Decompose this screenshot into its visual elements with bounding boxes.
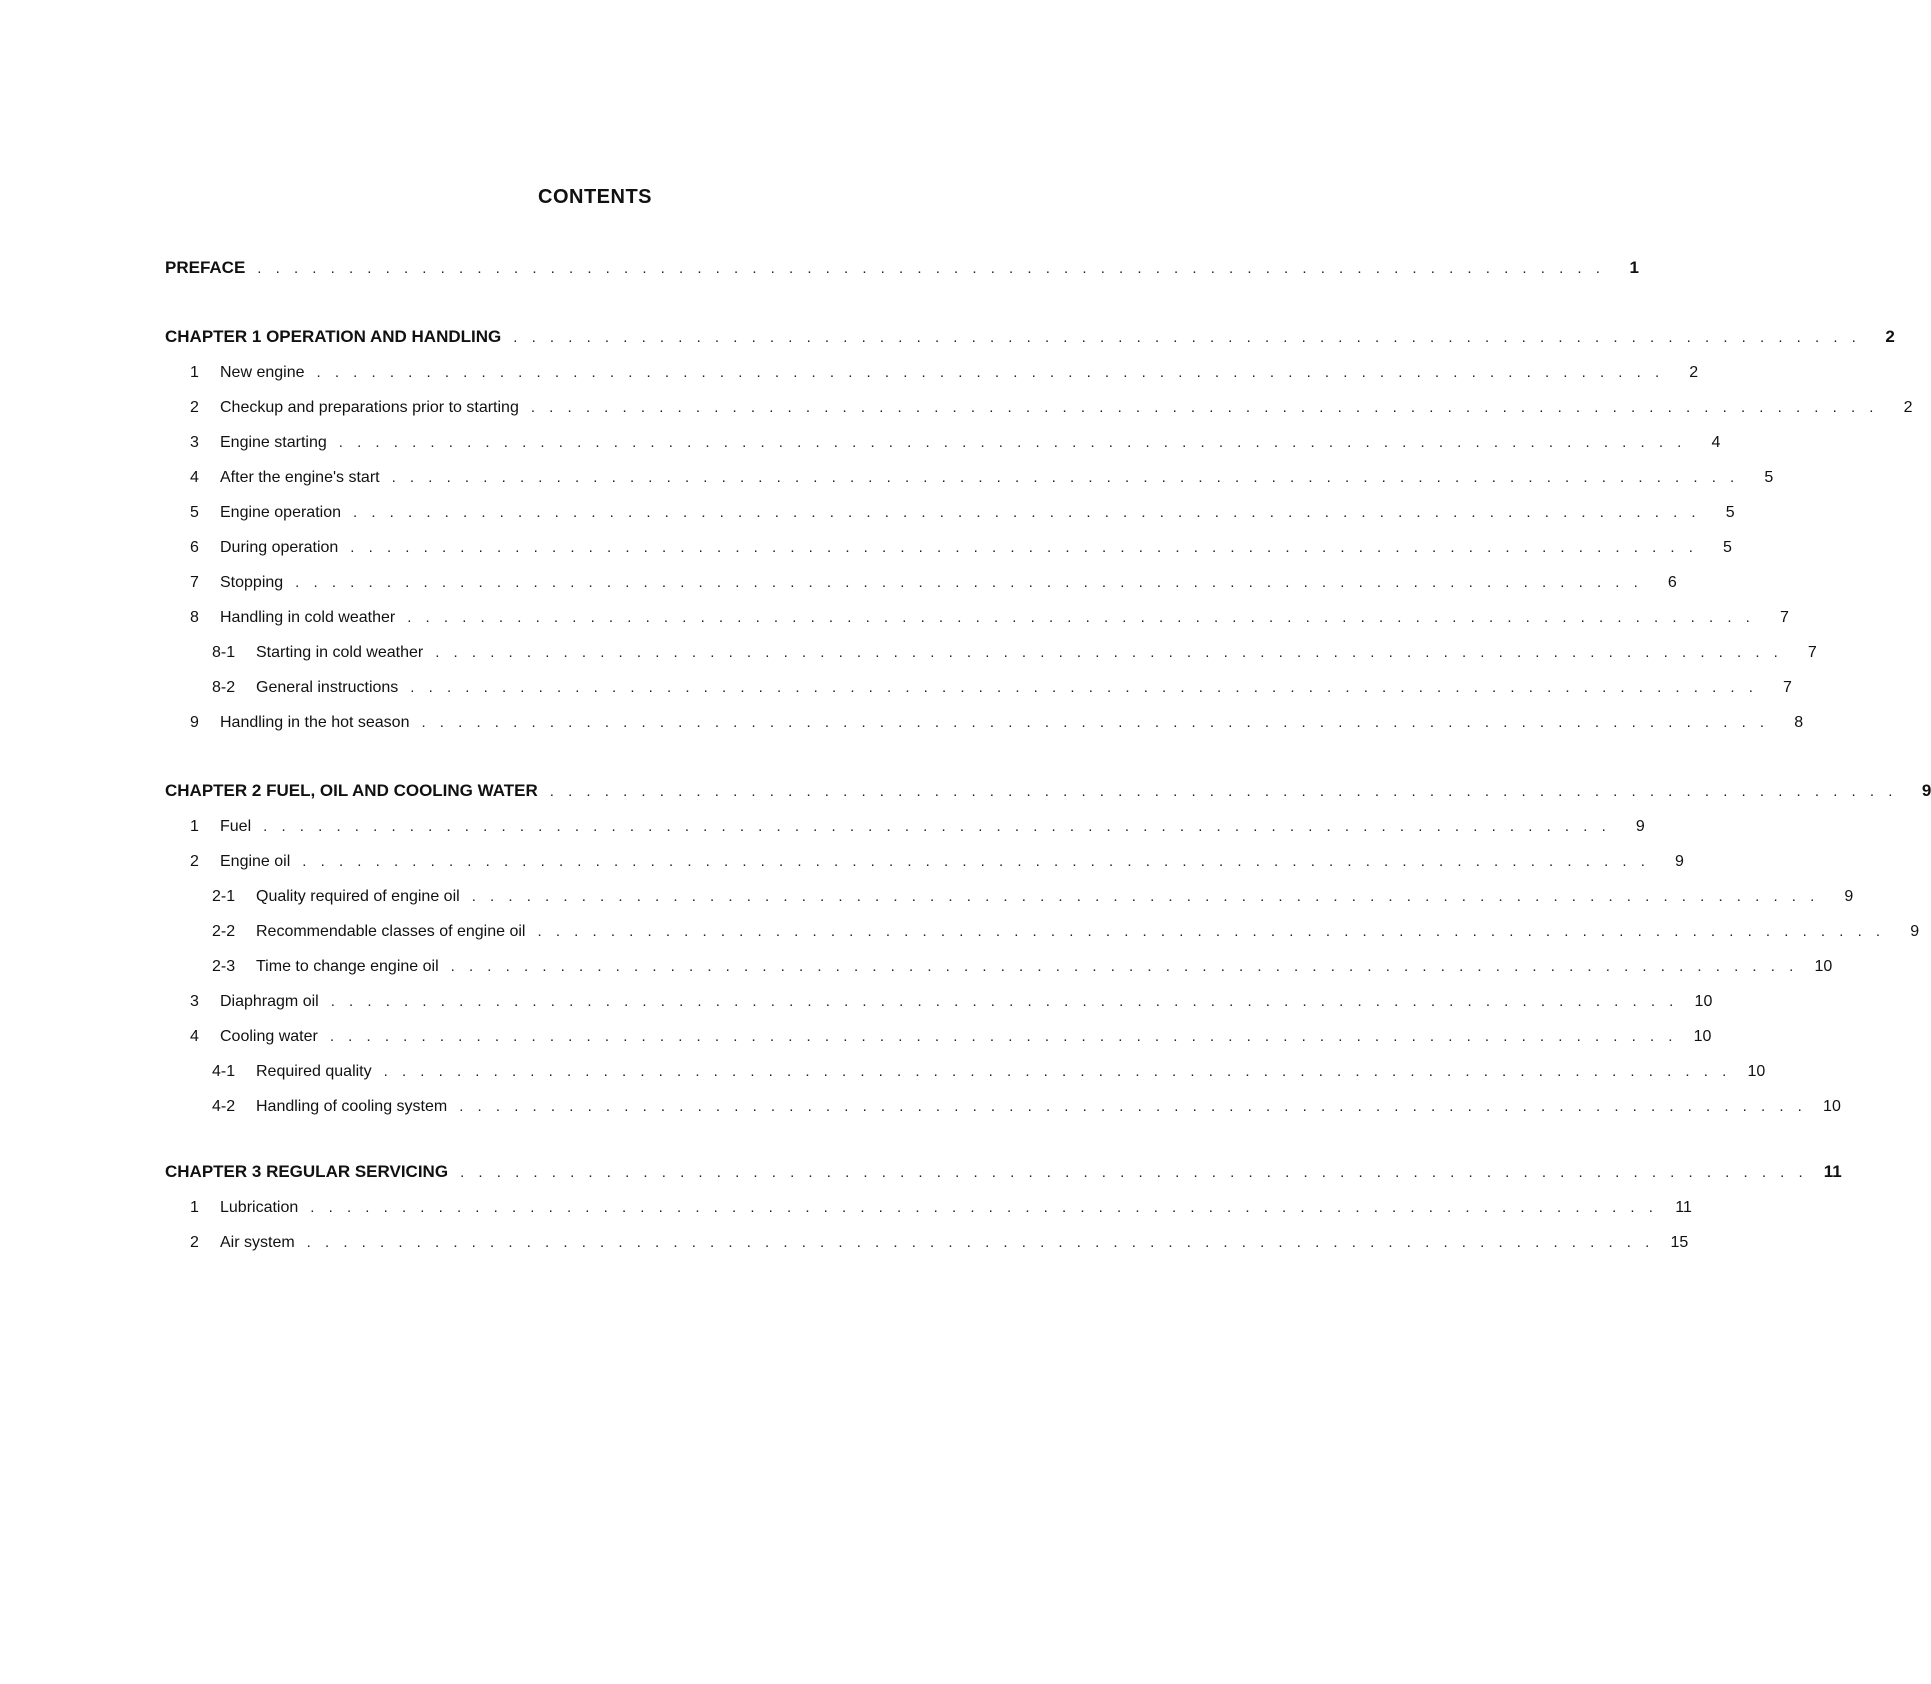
dot-leader: . . . . . . . . . . . . . . . . . . . . . . . . . . . . . . . . . . . . . . . . . . . . . . . . . . . . . . . . . . . . . . . . . . . . . . . . . .	[460, 1164, 1808, 1181]
toc-subentry[interactable]	[212, 922, 1920, 944]
toc-chapter-1[interactable]	[165, 327, 1895, 349]
dot-leader: . . . . . . . . . . . . . . . . . . . . . . . . . . . . . . . . . . . . . . . . . . . . . . . . . . . . . . . . . . . . . . . . . . . . . . . . . .	[306, 1234, 1655, 1251]
entry-label: Cooling water	[220, 1028, 318, 1045]
entry-page: 9	[1921, 781, 1931, 800]
toc-entry[interactable]	[190, 433, 1721, 455]
entry-page: 4	[1711, 434, 1721, 451]
toc-entry[interactable]	[190, 852, 1684, 874]
entry-number: 2-2	[212, 923, 236, 940]
chapter-heading: CHAPTER 2 FUEL, OIL AND COOLING WATER	[165, 781, 538, 800]
entry-label: Handling of cooling system	[256, 1098, 448, 1115]
toc-entry[interactable]	[190, 608, 1789, 630]
entry-page: 2	[1689, 364, 1699, 381]
dot-leader: . . . . . . . . . . . . . . . . . . . . . . . . . . . . . . . . . . . . . . . . . . . . . . . . . . . . . . . . . . . . . . . . . . . . . . . . . .	[330, 993, 1679, 1010]
entry-number: 7	[190, 574, 199, 591]
entry-number: 2	[190, 399, 199, 416]
entry-label: Stopping	[220, 574, 284, 591]
entry-number: 3	[190, 434, 199, 451]
dot-leader: . . . . . . . . . . . . . . . . . . . . . . . . . . . . . . . . . . . . . . . . . . . . . . . . . . . . . . . . . . . . . . . . . . . . . . . . . .	[391, 469, 1740, 486]
dot-leader: . . . . . . . . . . . . . . . . . . . . . . . . . . . . . . . . . . . . . . . . . . . . . . . . . . . . . . . . . . . . . . . . . . . . . . . . . .	[407, 609, 1755, 626]
entry-page: 8	[1794, 714, 1804, 731]
chapter-heading: CHAPTER 3 REGULAR SERVICING	[165, 1162, 449, 1181]
dot-leader: . . . . . . . . . . . . . . . . . . . . . . . . . . . . . . . . . . . . . . . . . . . . . . . . . . . . . . . . . . . . . . . . . . . . . . . . . .	[295, 574, 1643, 591]
entry-page: 7	[1779, 609, 1789, 626]
dot-leader: . . . . . . . . . . . . . . . . . . . . . . . . . . . . . . . . . . . . . . . . . . . . . . . . . . . . . . . . . . . . . . . . . . . . . . . . . .	[471, 888, 1820, 905]
entry-label: Handling in cold weather	[220, 609, 396, 626]
entry-number: 4-2	[212, 1098, 236, 1115]
entry-page: 11	[1823, 1162, 1842, 1181]
dot-leader: . . . . . . . . . . . . . . . . . . . . . . . . . . . . . . . . . . . . . . . . . . . . . . . . . . . . . . . . . . . . . . . . . . . . . . . . . .	[257, 260, 1605, 277]
entry-page: 10	[1747, 1063, 1766, 1080]
entry-number: 4-1	[212, 1063, 236, 1080]
entry-number: 8-1	[212, 644, 236, 661]
entry-page: 2	[1885, 327, 1895, 346]
entry-page: 10	[1693, 1028, 1712, 1045]
toc-entry[interactable]	[190, 538, 1732, 560]
dot-leader: . . . . . . . . . . . . . . . . . . . . . . . . . . . . . . . . . . . . . . . . . . . . . . . . . . . . . . . . . . . . . . . . . . . . . . . . . .	[530, 399, 1879, 416]
entry-page: 2	[1903, 399, 1913, 416]
dot-leader: . . . . . . . . . . . . . . . . . . . . . . . . . . . . . . . . . . . . . . . . . . . . . . . . . . . . . . . . . . . . . . . . . . . . . . . . . .	[338, 434, 1687, 451]
entry-number: 1	[190, 818, 199, 835]
toc-entry[interactable]	[190, 1233, 1689, 1255]
entry-label: Air system	[220, 1234, 295, 1251]
entry-number: 3	[190, 993, 199, 1010]
entry-number: 8	[190, 609, 199, 626]
toc-chapter-2[interactable]	[165, 781, 1931, 803]
toc-entry[interactable]	[190, 363, 1699, 385]
entry-label: Lubrication	[220, 1199, 299, 1216]
entry-label: Time to change engine oil	[256, 958, 439, 975]
entry-page: 5	[1764, 469, 1774, 486]
dot-leader: . . . . . . . . . . . . . . . . . . . . . . . . . . . . . . . . . . . . . . . . . . . . . . . . . . . . . . . . . . . . . . . . . . . . . . . . . .	[513, 329, 1861, 346]
entry-label: Fuel	[220, 818, 252, 835]
toc-subentry[interactable]	[212, 1062, 1766, 1084]
entry-page: 5	[1723, 539, 1732, 556]
entry-page: 1	[1629, 258, 1639, 277]
dot-leader: . . . . . . . . . . . . . . . . . . . . . . . . . . . . . . . . . . . . . . . . . . . . . . . . . . . . . . . . . . . . . . . . . . . . . . . . . .	[383, 1063, 1732, 1080]
entry-number: 4	[190, 1028, 199, 1045]
entry-number: 6	[190, 539, 199, 556]
dot-leader: . . . . . . . . . . . . . . . . . . . . . . . . . . . . . . . . . . . . . . . . . . . . . . . . . . . . . . . . . . . . . . . . . . . . . . . . . .	[410, 679, 1758, 696]
entry-number: 4	[190, 469, 199, 486]
entry-label: New engine	[220, 364, 305, 381]
toc-subentry[interactable]	[212, 957, 1833, 979]
toc-subentry[interactable]	[212, 678, 1792, 700]
entry-page: 15	[1670, 1234, 1689, 1251]
entry-page: 9	[1635, 818, 1645, 835]
toc-entry[interactable]	[190, 398, 1913, 420]
entry-number: 5	[190, 504, 199, 521]
entry-page: 10	[1814, 958, 1833, 975]
toc-subentry[interactable]	[212, 887, 1854, 909]
entry-number: 2-1	[212, 888, 236, 905]
entry-label: Starting in cold weather	[256, 644, 424, 661]
entry-label: PREFACE	[165, 258, 246, 277]
dot-leader: . . . . . . . . . . . . . . . . . . . . . . . . . . . . . . . . . . . . . . . . . . . . . . . . . . . . . . . . . . . . . . . . . . . . . . . . . .	[459, 1098, 1807, 1115]
dot-leader: . . . . . . . . . . . . . . . . . . . . . . . . . . . . . . . . . . . . . . . . . . . . . . . . . . . . . . . . . . . . . . . . . . . . . . . . . .	[537, 923, 1886, 940]
entry-label: Quality required of engine oil	[256, 888, 460, 905]
dot-leader: . . . . . . . . . . . . . . . . . . . . . . . . . . . . . . . . . . . . . . . . . . . . . . . . . . . . . . . . . . . . . . . . . . . . . . . . . .	[302, 853, 1650, 870]
entry-label: Engine oil	[220, 853, 291, 870]
toc-entry[interactable]	[190, 1027, 1712, 1049]
entry-label: Recommendable classes of engine oil	[256, 923, 526, 940]
toc-entry[interactable]	[190, 468, 1774, 490]
entry-label: During operation	[220, 539, 339, 556]
chapter-heading: CHAPTER 1 OPERATION AND HANDLING	[165, 327, 502, 346]
toc-subentry[interactable]	[212, 643, 1817, 665]
entry-label: Checkup and preparations prior to starting	[220, 399, 519, 416]
dot-leader: . . . . . . . . . . . . . . . . . . . . . . . . . . . . . . . . . . . . . . . . . . . . . . . . . . . . . . . . . . . . . . . . . . . . . . . . . .	[329, 1028, 1678, 1045]
entry-page: 9	[1910, 923, 1920, 940]
entry-number: 1	[190, 1199, 199, 1216]
dot-leader: . . . . . . . . . . . . . . . . . . . . . . . . . . . . . . . . . . . . . . . . . . . . . . . . . . . . . . . . . . . . . . . . . . . . . . . . . .	[263, 818, 1611, 835]
dot-leader: . . . . . . . . . . . . . . . . . . . . . . . . . . . . . . . . . . . . . . . . . . . . . . . . . . . . . . . . . . . . . . . . . . . . . . . . . .	[350, 539, 1698, 556]
dot-leader: . . . . . . . . . . . . . . . . . . . . . . . . . . . . . . . . . . . . . . . . . . . . . . . . . . . . . . . . . . . . . . . . . . . . . . . . . .	[450, 958, 1799, 975]
dot-leader: . . . . . . . . . . . . . . . . . . . . . . . . . . . . . . . . . . . . . . . . . . . . . . . . . . . . . . . . . . . . . . . . . . . . . . . . . .	[435, 644, 1783, 661]
dot-leader: . . . . . . . . . . . . . . . . . . . . . . . . . . . . . . . . . . . . . . . . . . . . . . . . . . . . . . . . . . . . . . . . . . . . . . . . . .	[316, 364, 1665, 381]
page-title: CONTENTS	[538, 186, 652, 208]
entry-page: 6	[1667, 574, 1677, 591]
entry-page: 9	[1844, 888, 1854, 905]
entry-label: Required quality	[256, 1063, 372, 1080]
entry-page: 11	[1675, 1199, 1692, 1216]
toc-entry[interactable]	[190, 1198, 1692, 1220]
entry-page: 7	[1807, 644, 1817, 661]
entry-label: After the engine's start	[220, 469, 380, 486]
dot-leader: . . . . . . . . . . . . . . . . . . . . . . . . . . . . . . . . . . . . . . . . . . . . . . . . . . . . . . . . . . . . . . . . . . . . . . . . . .	[421, 714, 1770, 731]
toc-entry[interactable]	[190, 503, 1735, 525]
entry-page: 10	[1694, 993, 1713, 1010]
entry-label: Engine operation	[220, 504, 341, 521]
dot-leader: . . . . . . . . . . . . . . . . . . . . . . . . . . . . . . . . . . . . . . . . . . . . . . . . . . . . . . . . . . . . . . . . . . . . . . . . . .	[352, 504, 1701, 521]
entry-number: 1	[190, 364, 199, 381]
entry-number: 9	[190, 714, 199, 731]
entry-page: 5	[1725, 504, 1735, 521]
entry-page: 9	[1675, 853, 1684, 870]
entry-number: 2-3	[212, 958, 236, 975]
toc-entry-preface[interactable]	[165, 258, 1639, 280]
toc-subentry[interactable]	[212, 1097, 1841, 1119]
entry-number: 2	[190, 853, 199, 870]
entry-page: 10	[1823, 1098, 1841, 1115]
entry-number: 2	[190, 1234, 199, 1251]
dot-leader: . . . . . . . . . . . . . . . . . . . . . . . . . . . . . . . . . . . . . . . . . . . . . . . . . . . . . . . . . . . . . . . . . . . . . . . . . .	[310, 1199, 1658, 1216]
entry-label: Engine starting	[220, 434, 327, 451]
toc-chapter-3[interactable]	[165, 1162, 1842, 1184]
toc-entry[interactable]	[190, 817, 1645, 839]
entry-page: 7	[1783, 679, 1792, 696]
dot-leader: . . . . . . . . . . . . . . . . . . . . . . . . . . . . . . . . . . . . . . . . . . . . . . . . . . . . . . . . . . . . . . . . . . . . . . . . . .	[549, 783, 1898, 800]
entry-label: Handling in the hot season	[220, 714, 410, 731]
toc-entry[interactable]	[190, 713, 1804, 735]
toc-entry[interactable]	[190, 992, 1713, 1014]
toc-entry[interactable]	[190, 573, 1677, 595]
entry-label: Diaphragm oil	[220, 993, 319, 1010]
entry-number: 8-2	[212, 679, 236, 696]
entry-label: General instructions	[256, 679, 399, 696]
